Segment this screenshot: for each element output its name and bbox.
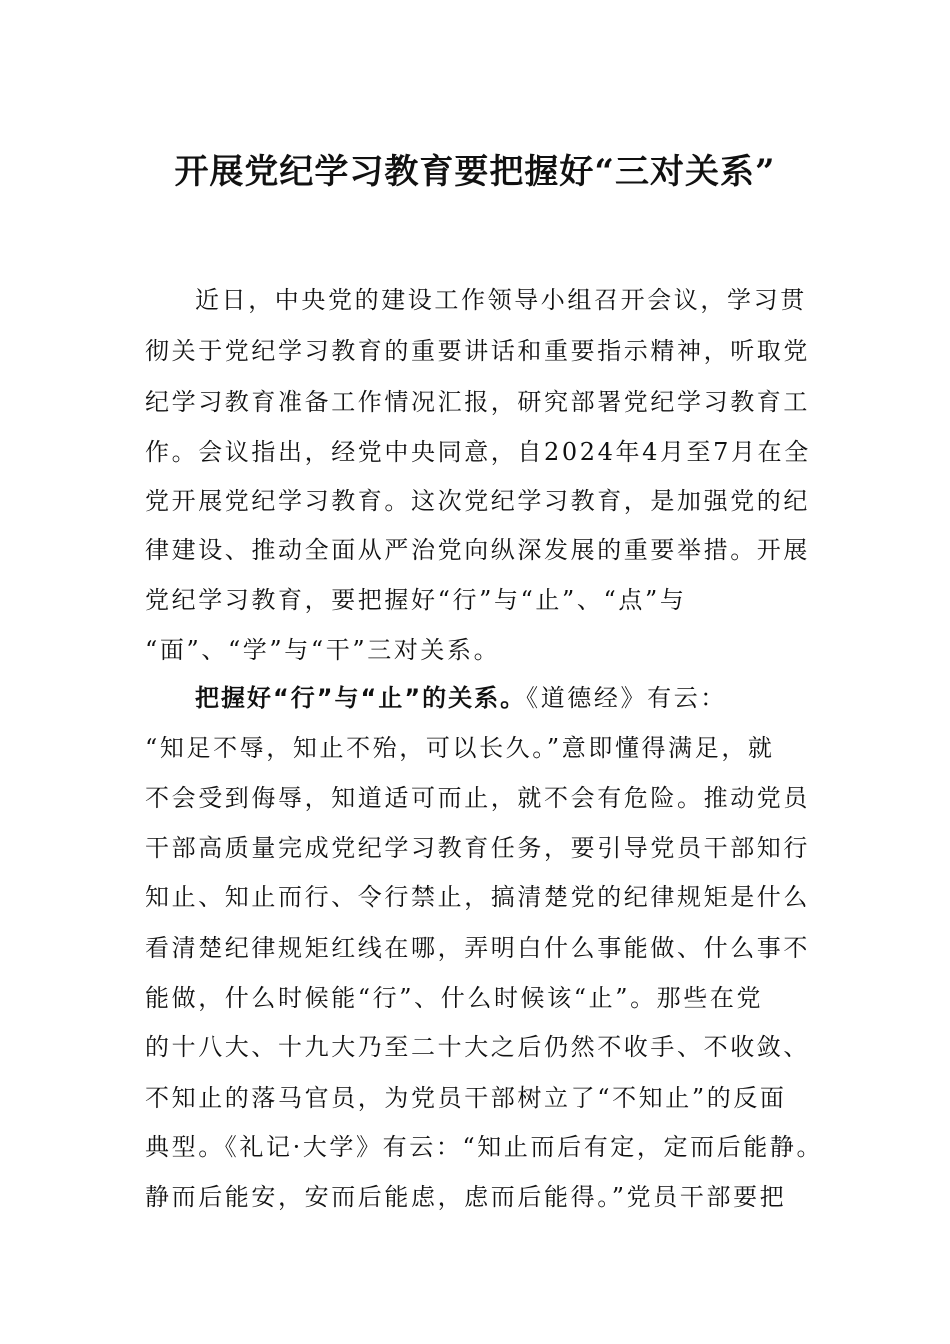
paragraph-2-line: “知足不辱，知止不殆，可以长久。”意即懂得满足，就 bbox=[145, 734, 775, 762]
paragraph-1-line: 近日，中央党的建设工作领导小组召开会议，学习贯 bbox=[195, 286, 807, 314]
paragraph-2-line: 知止、知止而行、令行禁止，搞清楚党的纪律规矩是什么 bbox=[145, 883, 810, 911]
paragraph-2-line: 典型。《礼记·大学》有云：“知止而后有定，定而后能静。 bbox=[145, 1133, 824, 1161]
paragraph-2-line: 静而后能安，安而后能虑，虑而后能得。”党员干部要把 bbox=[145, 1183, 787, 1211]
paragraph-2-first-line bbox=[195, 680, 727, 716]
paragraph-2-line: 的十八大、十九大乃至二十大之后仍然不收手、不收敛、 bbox=[145, 1033, 810, 1061]
paragraph-2-line: 能做，什么时候能“行”、什么时候该“止”。那些在党 bbox=[145, 984, 764, 1012]
paragraph-1-line: “面”、“学”与“干”三对关系。 bbox=[145, 636, 501, 664]
paragraph-2-lead-sentence: 把握好“行”与“止”的关系。 bbox=[195, 684, 527, 712]
paragraph-1-line: 律建设、推动全面从严治党向纵深发展的重要举措。开展 bbox=[145, 536, 810, 564]
paragraph-2-line-start: 《道德经》有云： bbox=[526, 684, 727, 712]
paragraph-1-line: 党纪学习教育，要把握好“行”与“止”、“点”与 bbox=[145, 586, 687, 614]
paragraph-1-line: 纪学习教育准备工作情况汇报，研究部署党纪学习教育工 bbox=[145, 388, 810, 416]
paragraph-2-line: 不会受到侮辱，知道适可而止，就不会有危险。推动党员 bbox=[145, 784, 810, 812]
paragraph-2-line: 干部高质量完成党纪学习教育任务，要引导党员干部知行 bbox=[145, 834, 810, 862]
paragraph-2-line: 看清楚纪律规矩红线在哪，弄明白什么事能做、什么事不 bbox=[145, 934, 810, 962]
paragraph-1-line: 党开展党纪学习教育。这次党纪学习教育，是加强党的纪 bbox=[145, 487, 810, 515]
paragraph-1-line: 彻关于党纪学习教育的重要讲话和重要指示精神，听取党 bbox=[145, 337, 810, 365]
paragraph-1-line: 作。会议指出，经党中央同意，自2024年4月至7月在全 bbox=[145, 438, 811, 466]
document-title: 开展党纪学习教育要把握好“三对关系” bbox=[174, 152, 776, 192]
paragraph-2-line: 不知止的落马官员，为党员干部树立了“不知止”的反面 bbox=[145, 1084, 787, 1112]
